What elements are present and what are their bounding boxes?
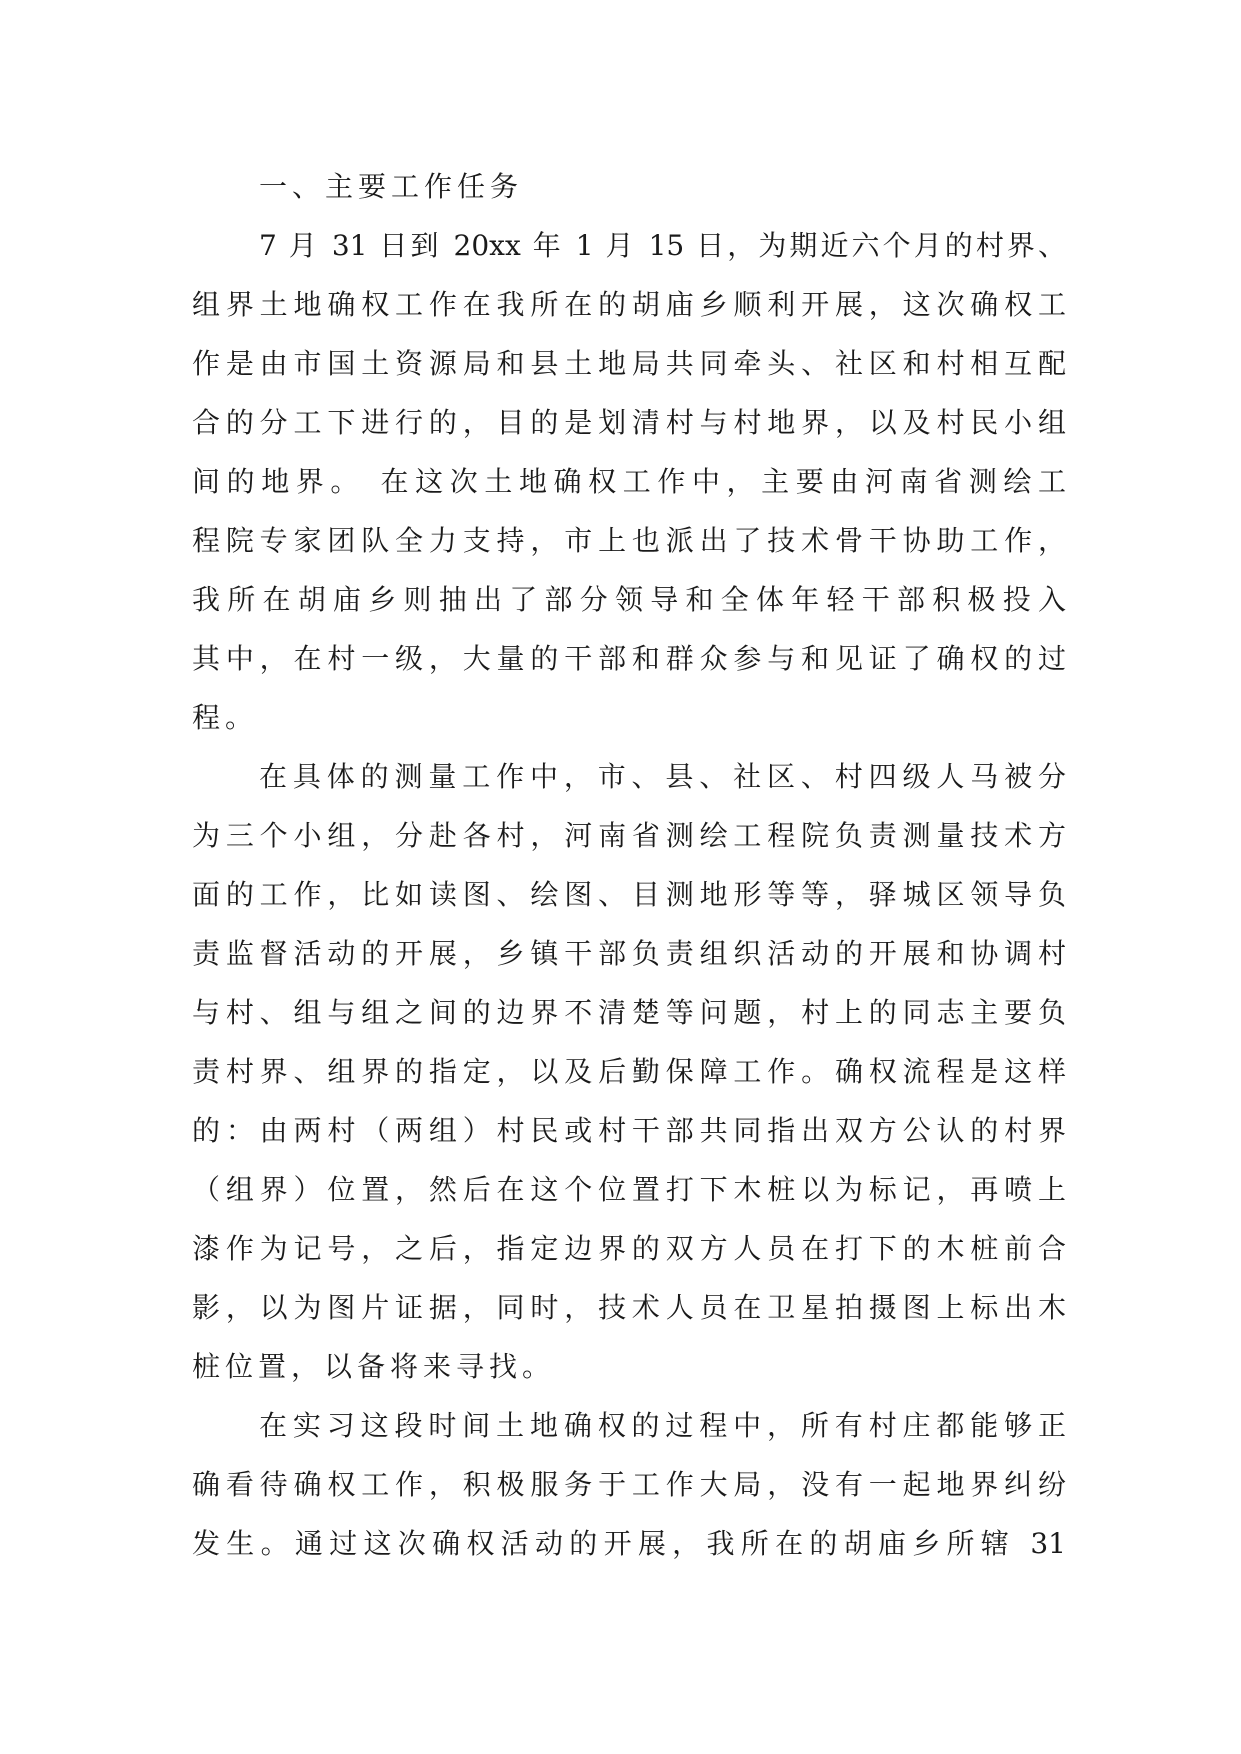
paragraph-line: 影，以为图片证据，同时，技术人员在卫星拍摄图上标出木: [192, 1291, 1066, 1324]
paragraph-line: 确看待确权工作，积极服务于工作大局，没有一起地界纠纷: [192, 1468, 1066, 1501]
paragraph-line: 为三个小组，分赴各村，河南省测绘工程院负责测量技术方: [192, 819, 1066, 852]
paragraph-line: 在具体的测量工作中，市、县、社区、村四级人马被分: [259, 760, 1066, 793]
paragraph-line: 合的分工下进行的，目的是划清村与村地界，以及村民小组: [192, 406, 1066, 439]
document-body: [192, 157, 1066, 1573]
paragraph-line: 间的地界。 在这次土地确权工作中，主要由河南省测绘工: [192, 465, 1066, 498]
paragraph-line: 漆作为记号，之后，指定边界的双方人员在打下的木桩前合: [192, 1232, 1066, 1265]
paragraph-line: 的：由两村（两组）村民或村干部共同指出双方公认的村界: [192, 1114, 1066, 1147]
paragraph-3: [192, 1396, 1066, 1573]
paragraph-line: 桩位置，以备将来寻找。: [192, 1350, 556, 1383]
paragraph-line: 面的工作，比如读图、绘图、目测地形等等，驿城区领导负: [192, 878, 1066, 911]
paragraph-line: （组界）位置，然后在这个位置打下木桩以为标记，再喷上: [192, 1173, 1066, 1206]
section-heading: 一、主要工作任务: [259, 170, 524, 203]
paragraph-1: [192, 216, 1066, 747]
paragraph-line: 程。: [192, 701, 259, 734]
paragraph-2: [192, 747, 1066, 1396]
paragraph-line: 发生。通过这次确权活动的开展，我所在的胡庙乡所辖 31: [192, 1527, 1066, 1560]
paragraph-line: 作是由市国土资源局和县土地局共同牵头、社区和村相互配: [192, 347, 1066, 380]
paragraph-line: 与村、组与组之间的边界不清楚等问题，村上的同志主要负: [192, 996, 1066, 1029]
paragraph-line: 责村界、组界的指定，以及后勤保障工作。确权流程是这样: [192, 1055, 1066, 1088]
paragraph-line: 责监督活动的开展，乡镇干部负责组织活动的开展和协调村: [192, 937, 1066, 970]
paragraph-line: 组界土地确权工作在我所在的胡庙乡顺利开展，这次确权工: [192, 288, 1066, 321]
paragraph-line: 其中，在村一级，大量的干部和群众参与和见证了确权的过: [192, 642, 1066, 675]
paragraph-line: 7 月 31 日到 20xx 年 1 月 15 日，为期近六个月的村界、: [259, 229, 1066, 262]
paragraph-line: 我所在胡庙乡则抽出了部分领导和全体年轻干部积极投入: [192, 583, 1066, 616]
paragraph-line: 在实习这段时间土地确权的过程中，所有村庄都能够正: [259, 1409, 1066, 1442]
paragraph-line: 程院专家团队全力支持，市上也派出了技术骨干协助工作，: [192, 524, 1066, 557]
